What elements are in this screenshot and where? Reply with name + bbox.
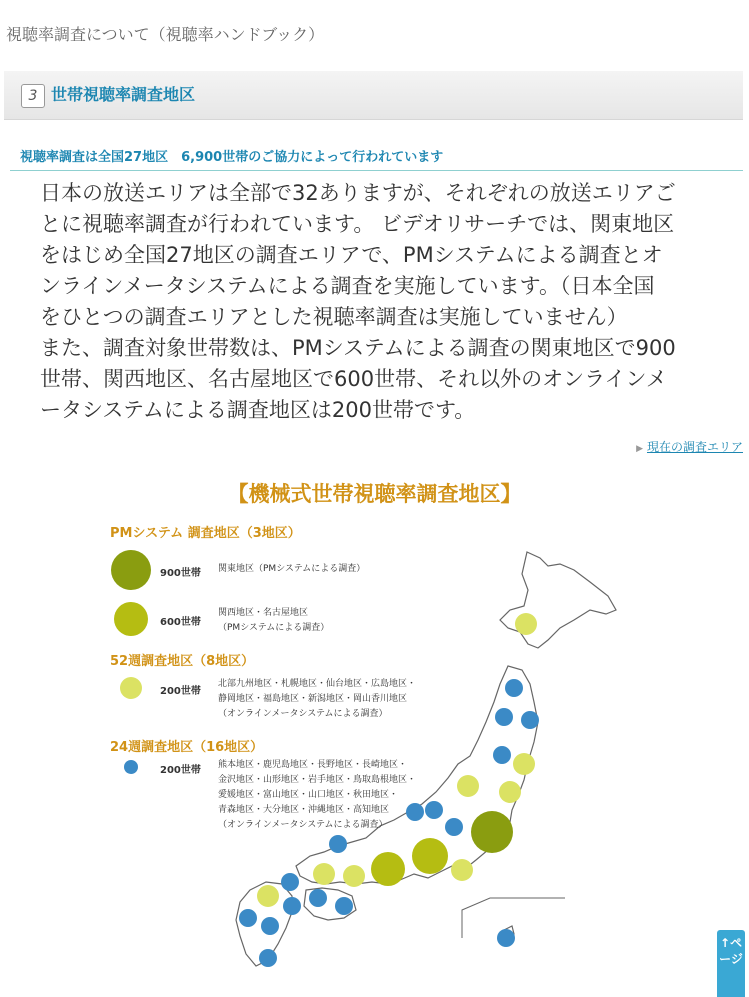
body-paragraph bbox=[40, 178, 740, 426]
legend-52w-desc1: 北部九州地区・札幌地区・仙台地区・広島地区・ bbox=[218, 679, 417, 689]
region-dot bbox=[283, 897, 301, 915]
body-line: 世帯、関西地区、名古屋地区で600世帯、それ以外のオンラインメ bbox=[40, 367, 667, 391]
subheading-divider bbox=[10, 170, 743, 171]
region-dot bbox=[281, 873, 299, 891]
region-dot bbox=[371, 852, 405, 886]
legend-24w-desc4: 青森地区・大分地区・沖縄地区・高知地区 bbox=[218, 805, 390, 815]
current-area-link-row bbox=[636, 438, 743, 455]
region-dot bbox=[259, 949, 277, 967]
region-dot bbox=[313, 863, 335, 885]
triangle-right-icon: ▶ bbox=[636, 444, 643, 454]
legend-24w-desc5: （オンラインメータシステムによる調査） bbox=[218, 820, 388, 830]
current-area-link[interactable]: 現在の調査エリア bbox=[646, 440, 743, 454]
legend-24w-circle bbox=[124, 760, 138, 774]
region-dot bbox=[239, 909, 257, 927]
legend-52w-desc2: 静岡地区・福島地区・新潟地区・岡山香川地区 bbox=[218, 694, 408, 704]
body-line: をはじめ全国27地区の調査エリアで、PMシステムによる調査とオ bbox=[40, 243, 663, 267]
section-number: 3 bbox=[21, 84, 45, 108]
section-header bbox=[4, 71, 743, 120]
legend-52w-count: 200世帯 bbox=[160, 686, 201, 697]
body-line: ンラインメータシステムによる調査を実施しています。（日本全国 bbox=[40, 274, 655, 298]
legend-600-count: 600世帯 bbox=[160, 617, 201, 628]
map-title: 【機械式世帯視聴率調査地区】 bbox=[227, 482, 522, 506]
region-dot bbox=[406, 803, 424, 821]
region-dot bbox=[261, 917, 279, 935]
region-dot bbox=[343, 865, 365, 887]
legend-600-desc1: 関西地区・名古屋地区 bbox=[218, 608, 309, 618]
body-line: また、調査対象世帯数は、PMシステムによる調査の関東地区で900 bbox=[40, 336, 676, 360]
legend-900-count: 900世帯 bbox=[160, 568, 201, 579]
region-dot bbox=[513, 753, 535, 775]
legend-600-circle bbox=[114, 602, 148, 636]
region-dot bbox=[457, 775, 479, 797]
region-dot bbox=[445, 818, 463, 836]
legend-24w-heading: 24週調査地区（16地区） bbox=[110, 740, 264, 755]
body-line: 日本の放送エリアは全部で32ありますが、それぞれの放送エリアご bbox=[40, 181, 676, 205]
body-line: とに視聴率調査が行われています。 ビデオリサーチでは、関東地区 bbox=[40, 212, 675, 236]
legend-pm-heading: PMシステム 調査地区（3地区） bbox=[110, 526, 301, 541]
legend-900-circle bbox=[111, 550, 151, 590]
breadcrumb[interactable]: 視聴率調査について（視聴率ハンドブック） bbox=[6, 25, 325, 44]
region-dot bbox=[425, 801, 443, 819]
legend-52w-desc3: （オンラインメータシステムによる調査） bbox=[218, 709, 388, 719]
region-dot bbox=[499, 781, 521, 803]
region-dot bbox=[471, 811, 513, 853]
survey-area-map bbox=[0, 470, 749, 997]
legend-52w-circle bbox=[120, 677, 142, 699]
body-line: ータシステムによる調査地区は200世帯です。 bbox=[40, 398, 476, 422]
body-line: をひとつの調査エリアとした視聴率調査は実施していません） bbox=[40, 305, 628, 329]
region-dot bbox=[505, 679, 523, 697]
region-dot bbox=[515, 613, 537, 635]
section-title: 世帯視聴率調査地区 bbox=[51, 85, 196, 104]
page-top-button[interactable]: ↑ページ bbox=[717, 930, 745, 997]
legend-52w-heading: 52週調査地区（8地区） bbox=[110, 654, 255, 669]
region-dot bbox=[309, 889, 327, 907]
region-dot bbox=[493, 746, 511, 764]
region-dot bbox=[412, 838, 448, 874]
subheading: 視聴率調査は全国27地区 6,900世帯のご協力によって行われています bbox=[20, 150, 444, 165]
japan-map bbox=[0, 470, 749, 997]
region-dot bbox=[497, 929, 515, 947]
legend-24w-desc2: 金沢地区・山形地区・岩手地区・鳥取島根地区・ bbox=[218, 775, 417, 785]
region-dot bbox=[495, 708, 513, 726]
legend-24w-desc1: 熊本地区・鹿児島地区・長野地区・長崎地区・ bbox=[218, 760, 408, 770]
legend-24w-count: 200世帯 bbox=[160, 765, 201, 776]
region-dot bbox=[335, 897, 353, 915]
region-dot bbox=[521, 711, 539, 729]
legend-600-desc2: （PMシステムによる調査） bbox=[218, 623, 330, 633]
region-dot bbox=[451, 859, 473, 881]
hokkaido-shape bbox=[500, 552, 616, 648]
legend-24w-desc3: 愛媛地区・富山地区・山口地区・秋田地区・ bbox=[218, 790, 399, 800]
region-dot bbox=[329, 835, 347, 853]
region-dot bbox=[257, 885, 279, 907]
legend-900-desc: 関東地区（PMシステムによる調査） bbox=[218, 564, 366, 574]
